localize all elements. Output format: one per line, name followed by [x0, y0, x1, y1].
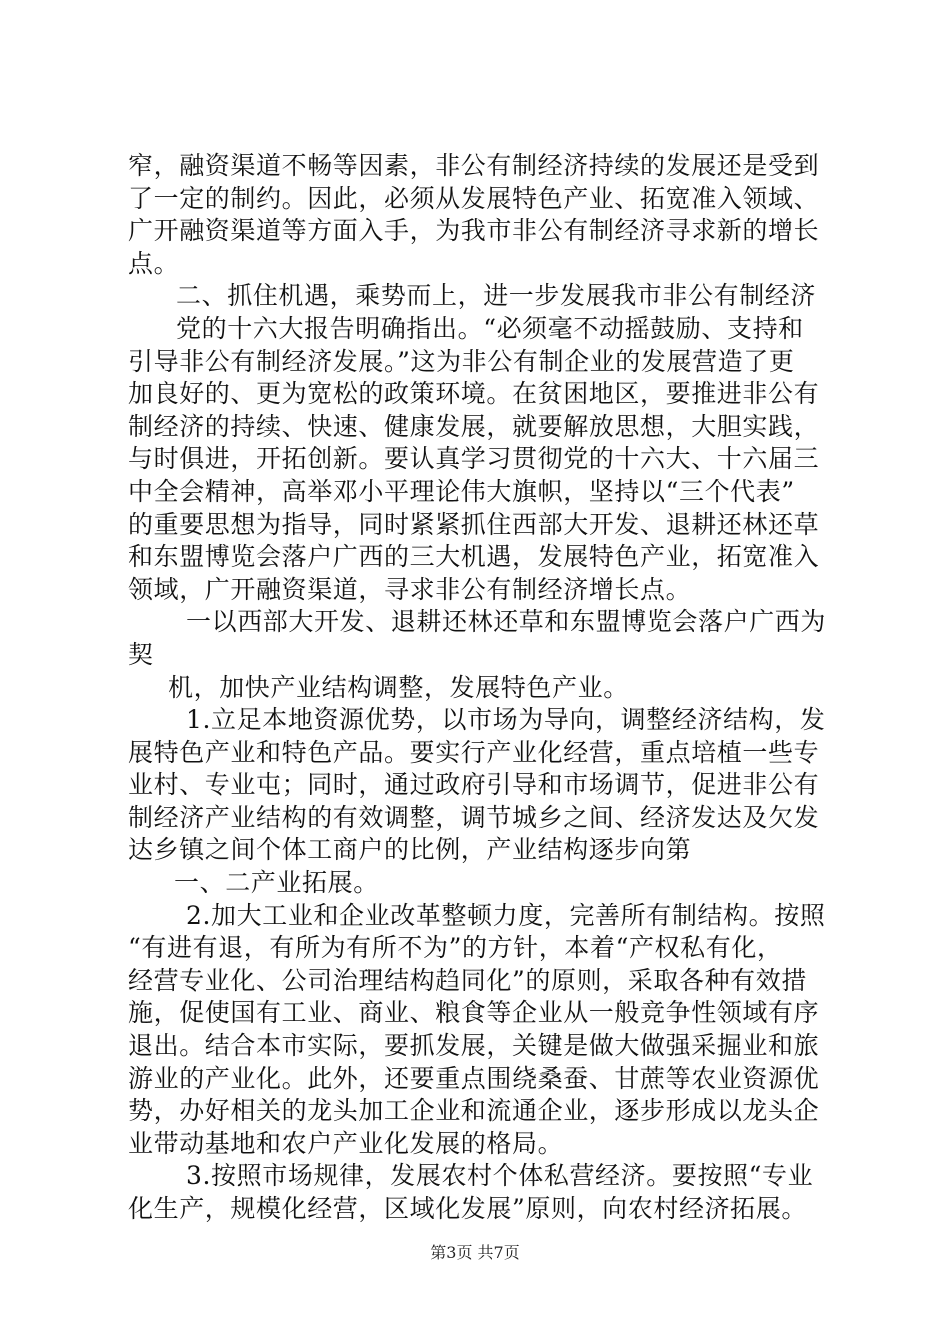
text-line: 窄，融资渠道不畅等因素，非公有制经济持续的发展还是受到 — [128, 151, 820, 180]
text-line: 1.立足本地资源优势，以市场为导向，调整经济结构，发 — [186, 705, 826, 735]
text-line: 领域，广开融资渠道，寻求非公有制经济增长点。 — [128, 574, 692, 604]
text-line: 了一定的制约。因此，必须从发展特色产业、拓宽准入领域、 — [128, 183, 820, 213]
text-line: 引导非公有制经济发展。”这为非公有制企业的发展营造了更 — [128, 346, 795, 376]
text-line: 制经济的持续、快速、健康发展，就要解放思想，大胆实践， — [128, 411, 820, 441]
text-line: 势，办好相关的龙头加工企业和流通企业，逐步形成以龙头企 — [128, 1096, 820, 1126]
text-line: 化生产，规模化经营，区域化发展”原则，向农村经济拓展。 — [128, 1194, 807, 1223]
text-line: 业村、专业屯；同时，通过政府引导和市场调节，促进非公有 — [128, 770, 820, 800]
text-line: 机，加快产业结构调整，发展特色产业。 — [168, 672, 629, 702]
text-line: 中全会精神，高举邓小平理论伟大旗帜，坚持以“三个代表” — [128, 476, 795, 506]
text-line: 3.按照市场规律，发展农村个体私营经济。要按照“专业 — [186, 1161, 814, 1191]
text-line: 施，促使国有工业、商业、粮食等企业从一般竞争性领域有序 — [128, 998, 820, 1028]
text-line: 加良好的、更为宽松的政策环境。在贫困地区，要推进非公有 — [128, 379, 820, 409]
text-line: 退出。结合本市实际，要抓发展，关键是做大做强采掘业和旅 — [128, 1031, 820, 1061]
text-line: “有进有退，有所为有所不为”的方针，本着“产权私有化， — [128, 933, 783, 963]
text-line: 契 — [128, 639, 154, 669]
text-line: 经营专业化、公司治理结构趋同化”的原则，采取各种有效措 — [128, 965, 807, 995]
text-line: 的重要思想为指导，同时紧紧抓住西部大开发、退耕还林还草 — [128, 509, 820, 539]
text-line: 业带动基地和农户产业化发展的格局。 — [128, 1128, 564, 1158]
text-line: 与时俱进，开拓创新。要认真学习贯彻党的十六大、十六届三 — [128, 444, 820, 474]
page-number-footer: 第3页 共7页 — [430, 1243, 520, 1262]
document-body — [128, 150, 828, 1226]
text-line: 2.加大工业和企业改革整顿力度，完善所有制结构。按照 — [186, 900, 826, 930]
text-line: 广开融资渠道等方面入手，为我市非公有制经济寻求新的增长 — [128, 216, 820, 246]
text-line: 和东盟博览会落户广西的三大机遇，发展特色产业，拓宽准入 — [128, 542, 820, 572]
text-line: 一以西部大开发、退耕还林还草和东盟博览会落户广西为 — [186, 607, 827, 637]
text-line: 一、二产业拓展。 — [174, 868, 379, 898]
text-line: 达乡镇之间个体工商户的比例，产业结构逐步向第 — [128, 835, 692, 865]
text-line: 展特色产业和特色产品。要实行产业化经营，重点培植一些专 — [128, 737, 820, 767]
section-heading: 二、抓住机遇，乘势而上，进一步发展我市非公有制经济 — [176, 281, 817, 311]
text-line: 点。 — [128, 248, 180, 278]
text-line: 游业的产业化。此外，还要重点围绕桑蚕、甘蔗等农业资源优 — [128, 1063, 820, 1093]
text-line: 制经济产业结构的有效调整，调节城乡之间、经济发达及欠发 — [128, 802, 820, 832]
text-line: 党的十六大报告明确指出。“必须毫不动摇鼓励、支持和 — [176, 313, 804, 343]
